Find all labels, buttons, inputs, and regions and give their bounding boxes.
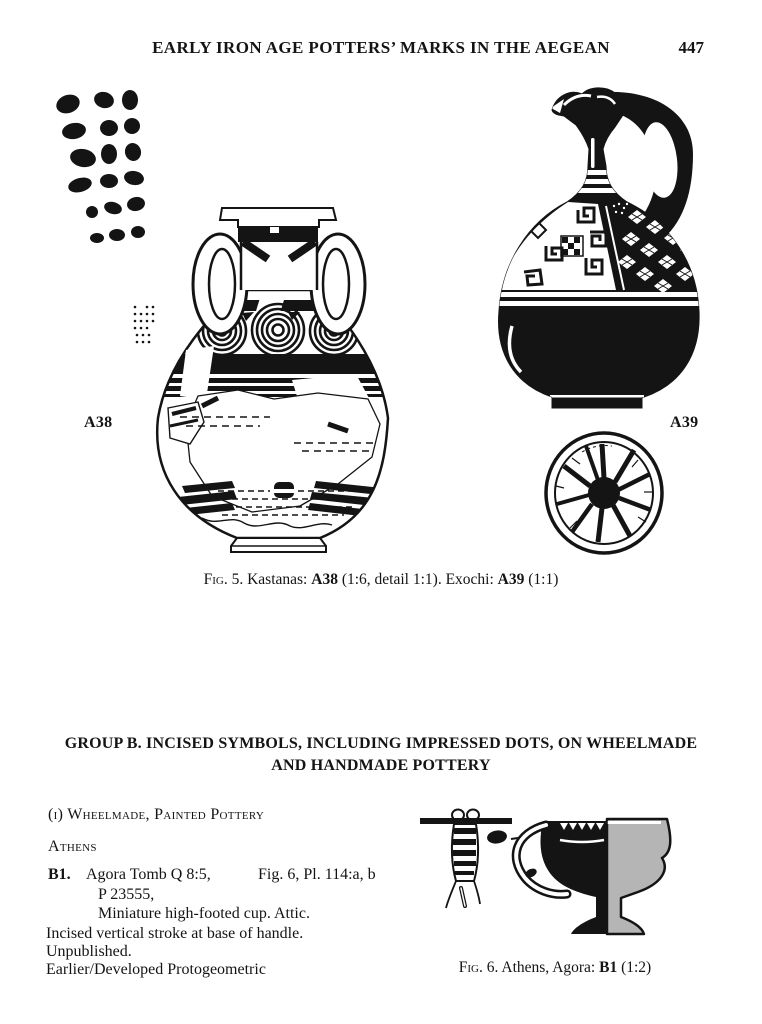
subsection-heading: (i) Wheelmade, Painted Pottery (48, 806, 265, 823)
figure-5-caption: Fig. 5. Kastanas: A38 (1:6, detail 1:1). Exochi: A39 (1:1) (203, 571, 559, 588)
entry-provenance: Agora Tomb Q 8:5, (86, 866, 211, 883)
entry-inventory-number: P 23555, (98, 886, 155, 903)
entry-publication: Unpublished. (46, 943, 132, 960)
group-b-heading (0, 733, 762, 777)
page-number: 447 (678, 38, 704, 57)
entry-description: Incised vertical stroke at base of handle. (46, 925, 304, 942)
fig5-caption-fig: Fig. 5. (203, 571, 244, 588)
oinochoe-a39-illustration (494, 86, 704, 414)
incised-wheel-mark-illustration (542, 430, 666, 558)
group-b-heading-line2: AND HANDMADE POTTERY (271, 757, 491, 774)
amphora-a38-illustration (142, 200, 394, 568)
cup-b1-illustration (410, 795, 700, 945)
site-heading: Athens (48, 838, 97, 855)
figure-6-caption: Fig. 6. Athens, Agora: B1 (1:2) (458, 959, 652, 976)
running-head: EARLY IRON AGE POTTERS’ MARKS IN THE AEGEAN (152, 38, 610, 57)
entry-id: B1. (48, 866, 71, 883)
entry-date: Earlier/Developed Protogeometric (46, 961, 266, 978)
dots-mark-on-amphora-illustration (130, 303, 164, 345)
entry-figure-ref: Fig. 6, Pl. 114:a, b (258, 866, 376, 883)
entry-shape-fabric: Miniature high-footed cup. Attic. (98, 905, 310, 922)
label-a38: A38 (84, 414, 113, 431)
label-a39: A39 (670, 414, 699, 431)
fig6-caption-fig: Fig. 6. (458, 959, 499, 976)
group-b-heading-line1: GROUP B. INCISED SYMBOLS, INCLUDING IMPRESSED DOTS, ON WHEELMADE (64, 735, 698, 752)
